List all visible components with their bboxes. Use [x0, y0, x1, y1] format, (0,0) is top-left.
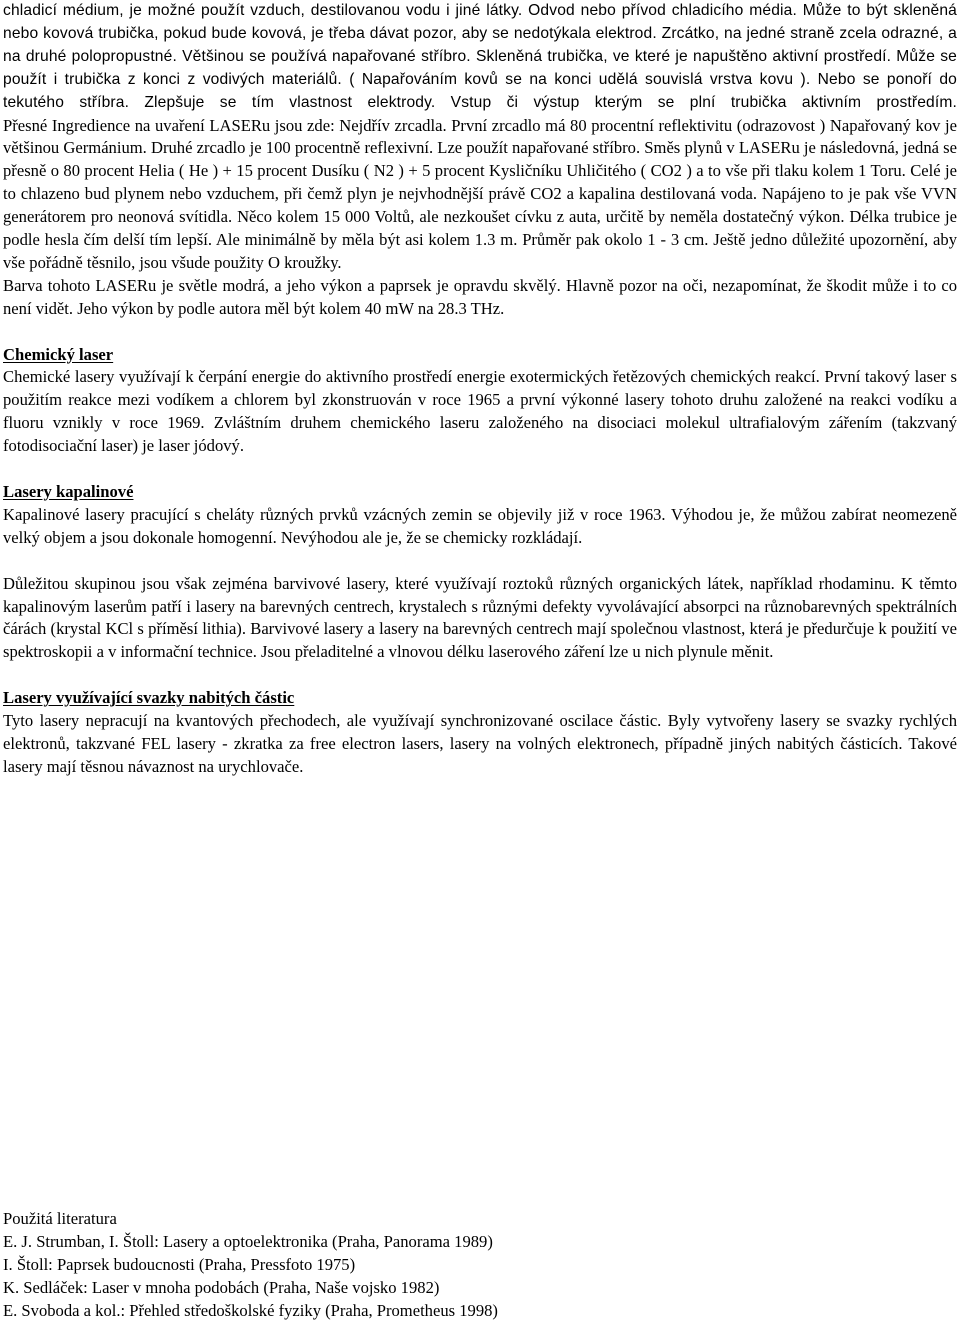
spacer — [3, 550, 957, 573]
spacer — [3, 321, 957, 344]
literature-item: E. Svoboda a kol.: Přehled středoškolské fyziky (Praha, Prometheus 1998) — [3, 1300, 498, 1320]
document-body — [3, 0, 957, 779]
spacer — [3, 664, 957, 687]
section-paragraph: Důležitou skupinou jsou však zejména barvivové lasery, které využívají roztoků různých organických látek, například rhodaminu. K těmto kapalinovým laserům patří i lasery na barevných centrech, krystalech s různými defekty vyvolávající absorpci na různobarevných spektrálních čárách (krystal KCl s příměsí lithia). Barvivové lasery a lasery na barevných centrech mají společnou vlastnost, která je předurčuje k použití ve spektroskopii a v informační technice. Jsou přeladitelné a vlnovou délku laserového záření lze u nich plynule měnit. — [3, 573, 957, 662]
section-paragraph: Tyto lasery nepracují na kvantových přechodech, ale využívají synchronizované oscilace částic. Byly vytvořeny lasery se svazky rychlých elektronů, takzvané FEL lasery - zkratka za free electron lasers, lasery na volných elektronech, případně jiných nabitých částicích. Takové lasery mají těsnou návaznost na urychlovače. — [3, 711, 957, 776]
literature-list — [3, 1208, 957, 1323]
literature-item: E. J. Strumban, I. Štoll: Lasery a optoelektronika (Praha, Panorama 1989) — [3, 1231, 493, 1251]
section-heading-chemical-laser: Chemický laser — [3, 344, 114, 364]
section-heading-liquid-lasers: Lasery kapalinové — [3, 482, 134, 501]
spacer — [3, 458, 957, 481]
ingredients-paragraph: Přesné Ingredience na uvaření LASERu jsou zde: Nejdřív zrcadla. První zrcadlo má 80 procentní reflektivitu (odrazovost ) Napařovaný kov je většinou Germánium. Druhé zrcadlo je 100 procentně reflexivní. Lze použít napařované stříbro. Směs plynů v LASERu je následovná, jedná se přesně o 80 procent Helia ( He ) + 15 procent Dusíku ( N2 ) + 5 procent Kysličníku Uhličitého ( CO2 ) a to vše při tlaku kolem 1 Toru. Celé je to chlazeno bud plynem nebo vzduchem, při čemž plyn je nejvhodnější právě CO2 a kapalina destilovaná voda. Napájeno to je pak vše VVN generátorem pro neonová svítidla. Něco kolem 15 000 Voltů, ale nezkoušet cívku z auta, určitě by neměla dostatečný výkon. Délka trubice je podle hesla čím delší tím lepší. Ale minimálně by měla být asi kolem 1.3 m. Průměr pak okolo 1 - 3 cm. Ještě jedno důležité upozornění, aby vše pořádně těsnilo, jsou všude použity O kroužky. — [3, 115, 957, 272]
literature-item: K. Sedláček: Laser v mnoha podobách (Praha, Naše vojsko 1982) — [3, 1277, 440, 1297]
section-heading-particle-beam-lasers: Lasery využívající svazky nabitých částic — [3, 688, 295, 708]
section-paragraph: Chemické lasery využívají k čerpání energie do aktivního prostředí energie exotermických řetězových chemických reakcí. První takový laser s použitím reakce mezi vodíkem a chlorem byl zkonstruován v roce 1965 a první výkonné lasery tohoto druhu založené na reakci vodíku a fluoru vznikly v roce 1969. Zvláštním druhem chemického laseru založeného na disociaci molekul ultrafialovým zářením (takzvaný fotodisociační laser) je laser jódový. — [3, 367, 957, 456]
literature-title: Použitá literatura — [3, 1209, 117, 1228]
section-paragraph: Kapalinové lasery pracující s cheláty různých prvků vzácných zemin se objevily již v roce 1963. Výhodou je, že můžou zabírat neomezeně velký objem a jsou dokonale homogenní. Nevýhodou ale je, že se chemicky rozkládají. — [3, 504, 957, 547]
intro-sans-paragraph: chladicí médium, je možné použít vzduch, destilovanou vodu i jiné látky. Odvod nebo přívod chladicího média. Může to být skleněná nebo kovová trubička, pokud bude kovová, je třeba dávat pozor, aby se nedotýkala elektrod. Zrcátko, na jedné straně zcela odrazné, a na druhé polopropustné. Většinou se používá napařované stříbro. Skleněná trubička, ve které je napuštěno aktivní prostředí. Může se použít i trubička z konci z vodivých materiálů. ( Napařováním kovů se na konci udělá souvislá vrstva kovu ). Nebo se ponoří do tekutého stříbra. Zlepšuje se tím vlastnost elektrody. Vstup či výstup kterým se plní trubička aktivním prostředím. — [3, 2, 957, 111]
literature-item: I. Štoll: Paprsek budoucnosti (Praha, Pressfoto 1975) — [3, 1254, 356, 1274]
color-paragraph: Barva tohoto LASERu je světle modrá, a jeho výkon a paprsek je opravdu skvělý. Hlavně pozor na oči, nezapomínat, že škodit může i to co není vidět. Jeho výkon by podle autora měl být kolem 40 mW na 28.3 THz. — [3, 275, 957, 318]
